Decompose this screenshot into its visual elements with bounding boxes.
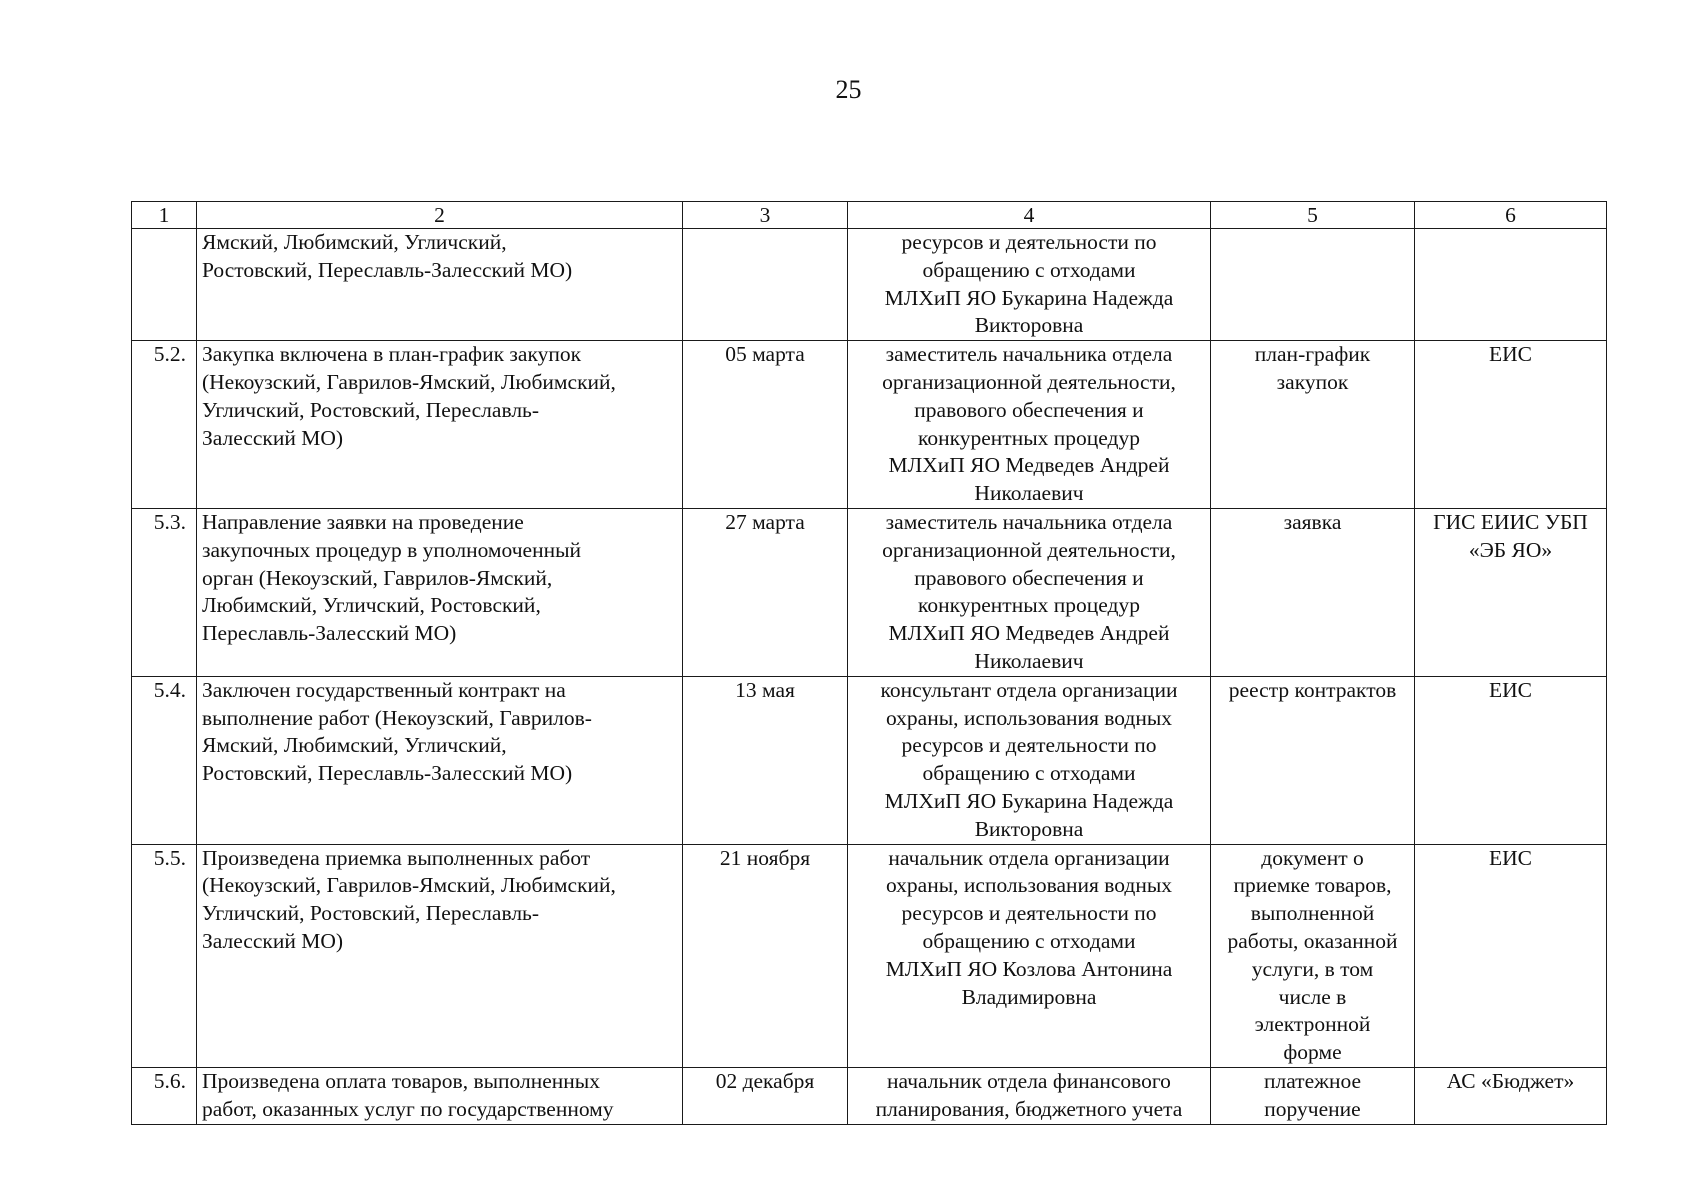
system-cell [1415, 676, 1607, 844]
system-line: ЕИС [1489, 342, 1532, 367]
responsible-cell [848, 508, 1211, 676]
responsible-cell [848, 676, 1211, 844]
task-cell [197, 1067, 683, 1124]
task-cell [197, 341, 683, 509]
document-line: документ о [1261, 845, 1364, 870]
task-lines [202, 845, 678, 956]
document-lines [1215, 509, 1410, 537]
system-lines [1419, 341, 1602, 369]
task-line: Ростовский, Переславль-Залесский МО) [202, 257, 573, 282]
system-cell [1415, 844, 1607, 1067]
task-lines [202, 1068, 678, 1124]
document-line: платежное [1263, 1068, 1362, 1093]
table-row [132, 508, 1607, 676]
item-number-cell: 5.4. [132, 676, 197, 844]
responsible-line: организационной деятельности, [882, 537, 1176, 562]
system-lines [1419, 677, 1602, 705]
column-number: 6 [1415, 202, 1607, 229]
column-number-row [132, 202, 1607, 229]
system-line: ЕИС [1489, 845, 1532, 870]
task-line: Ямский, Любимский, Угличский, [202, 733, 507, 758]
document-line: электронной [1254, 1012, 1371, 1037]
document-line: реестр контрактов [1228, 677, 1397, 702]
item-number-cell: 5.5. [132, 844, 197, 1067]
item-number-cell [132, 229, 197, 341]
task-lines [202, 509, 678, 648]
responsible-cell [848, 1067, 1211, 1124]
responsible-line: МЛХиП ЯО Букарина Надежда [884, 788, 1174, 813]
responsible-cell [848, 229, 1211, 341]
document-cell [1211, 341, 1415, 509]
deadline-cell: 21 ноября [683, 844, 848, 1067]
task-line: Произведена оплата товаров, выполненных [202, 1068, 600, 1093]
table-row [132, 229, 1607, 341]
table-row [132, 844, 1607, 1067]
responsible-line: обращению с отходами [922, 928, 1136, 953]
responsible-line: планирования, бюджетного учета [875, 1096, 1183, 1121]
column-number: 4 [848, 202, 1211, 229]
task-line: работ, оказанных услуг по государственному [202, 1096, 614, 1121]
responsible-lines [852, 845, 1206, 1012]
column-number: 5 [1211, 202, 1415, 229]
task-line: Произведена приемка выполненных работ [202, 845, 591, 870]
task-line: Переславль-Залесский МО) [202, 621, 457, 646]
responsible-line: Николаевич [974, 648, 1084, 673]
deadline-cell: 05 марта [683, 341, 848, 509]
task-line: закупочных процедур в уполномоченный [202, 537, 582, 562]
responsible-line: МЛХиП ЯО Медведев Андрей [888, 453, 1170, 478]
deadline-cell: 02 декабря [683, 1067, 848, 1124]
task-cell [197, 676, 683, 844]
system-cell [1415, 508, 1607, 676]
document-cell [1211, 1067, 1415, 1124]
document-line: числе в [1278, 984, 1347, 1009]
deadline-cell: 27 марта [683, 508, 848, 676]
column-number: 2 [197, 202, 683, 229]
task-line: Закупка включена в план-график закупок [202, 342, 582, 367]
responsible-line: конкурентных процедур [918, 593, 1140, 618]
item-number-cell: 5.3. [132, 508, 197, 676]
responsible-line: консультант отдела организации [880, 677, 1178, 702]
task-line: Ростовский, Переславль-Залесский МО) [202, 761, 573, 786]
system-cell [1415, 229, 1607, 341]
responsible-line: Владимировна [961, 984, 1097, 1009]
item-number-cell: 5.6. [132, 1067, 197, 1124]
task-line: Залесский МО) [202, 425, 344, 450]
system-lines [1419, 1068, 1602, 1096]
task-line: орган (Некоузский, Гаврилов-Ямский, [202, 565, 553, 590]
document-line: работы, оказанной [1227, 928, 1398, 953]
task-line: Любимский, Угличский, Ростовский, [202, 593, 541, 618]
document-cell [1211, 508, 1415, 676]
task-line: Направление заявки на проведение [202, 509, 524, 534]
task-line: Угличский, Ростовский, Переславль- [202, 397, 540, 422]
task-lines [202, 341, 678, 452]
task-line: Залесский МО) [202, 928, 344, 953]
responsible-cell [848, 844, 1211, 1067]
document-cell [1211, 676, 1415, 844]
responsible-lines [852, 509, 1206, 676]
responsible-lines [852, 341, 1206, 508]
responsible-line: МЛХиП ЯО Медведев Андрей [888, 621, 1170, 646]
schedule-table [131, 201, 1607, 1125]
document-cell [1211, 844, 1415, 1067]
responsible-line: ресурсов и деятельности по [901, 733, 1157, 758]
responsible-lines [852, 677, 1206, 844]
responsible-line: Викторовна [974, 816, 1084, 841]
document-line: заявка [1283, 509, 1342, 534]
document-lines [1215, 341, 1410, 397]
document-lines [1215, 845, 1410, 1067]
document-line: закупок [1276, 369, 1349, 394]
task-line: выполнение работ (Некоузский, Гаврилов- [202, 705, 592, 730]
task-line: (Некоузский, Гаврилов-Ямский, Любимский, [202, 369, 616, 394]
responsible-line: охраны, использования водных [885, 705, 1173, 730]
document-line: приемке товаров, [1233, 873, 1392, 898]
table-row [132, 341, 1607, 509]
document-line: выполненной [1250, 901, 1375, 926]
system-cell [1415, 341, 1607, 509]
system-line: ЕИС [1489, 677, 1532, 702]
responsible-cell [848, 341, 1211, 509]
responsible-line: охраны, использования водных [885, 873, 1173, 898]
item-number-cell: 5.2. [132, 341, 197, 509]
task-cell [197, 229, 683, 341]
responsible-line: Викторовна [974, 313, 1084, 338]
responsible-lines [852, 1068, 1206, 1124]
task-cell [197, 508, 683, 676]
responsible-line: конкурентных процедур [918, 425, 1140, 450]
responsible-line: обращению с отходами [922, 761, 1136, 786]
responsible-lines [852, 229, 1206, 340]
deadline-cell: 13 мая [683, 676, 848, 844]
system-line: ГИС ЕИИС УБП [1433, 509, 1588, 534]
page-number: 25 [835, 75, 862, 104]
document-line: форме [1283, 1040, 1342, 1065]
deadline-cell [683, 229, 848, 341]
column-number: 3 [683, 202, 848, 229]
responsible-line: МЛХиП ЯО Букарина Надежда [884, 285, 1174, 310]
document-line: план-график [1254, 342, 1371, 367]
system-lines [1419, 509, 1602, 565]
task-line: Угличский, Ростовский, Переславль- [202, 901, 540, 926]
task-line: Ямский, Любимский, Угличский, [202, 230, 507, 254]
table-row [132, 676, 1607, 844]
task-line: (Некоузский, Гаврилов-Ямский, Любимский, [202, 873, 616, 898]
document-cell [1211, 229, 1415, 341]
responsible-line: правового обеспечения и [914, 397, 1144, 422]
responsible-line: заместитель начальника отдела [885, 342, 1173, 367]
task-lines [202, 229, 678, 285]
system-line: «ЭБ ЯО» [1468, 537, 1553, 562]
responsible-line: заместитель начальника отдела [885, 509, 1173, 534]
responsible-line: Николаевич [974, 481, 1084, 506]
responsible-line: МЛХиП ЯО Козлова Антонина [885, 956, 1173, 981]
document-lines [1215, 677, 1410, 705]
responsible-line: правового обеспечения и [914, 565, 1144, 590]
column-number: 1 [132, 202, 197, 229]
responsible-line: ресурсов и деятельности по [901, 230, 1157, 254]
task-lines [202, 677, 678, 788]
task-line: Заключен государственный контракт на [202, 677, 566, 702]
responsible-line: организационной деятельности, [882, 369, 1176, 394]
responsible-line: обращению с отходами [922, 257, 1136, 282]
responsible-line: ресурсов и деятельности по [901, 901, 1157, 926]
responsible-line: начальник отдела финансового [887, 1068, 1171, 1093]
document-line: поручение [1264, 1096, 1361, 1121]
task-cell [197, 844, 683, 1067]
system-line: АС «Бюджет» [1446, 1068, 1575, 1093]
responsible-line: начальник отдела организации [888, 845, 1170, 870]
document-lines [1215, 1068, 1410, 1124]
table-row [132, 1067, 1607, 1124]
document-line: услуги, в том [1251, 956, 1374, 981]
schedule-table-body [132, 202, 1607, 1125]
system-cell [1415, 1067, 1607, 1124]
system-lines [1419, 845, 1602, 873]
